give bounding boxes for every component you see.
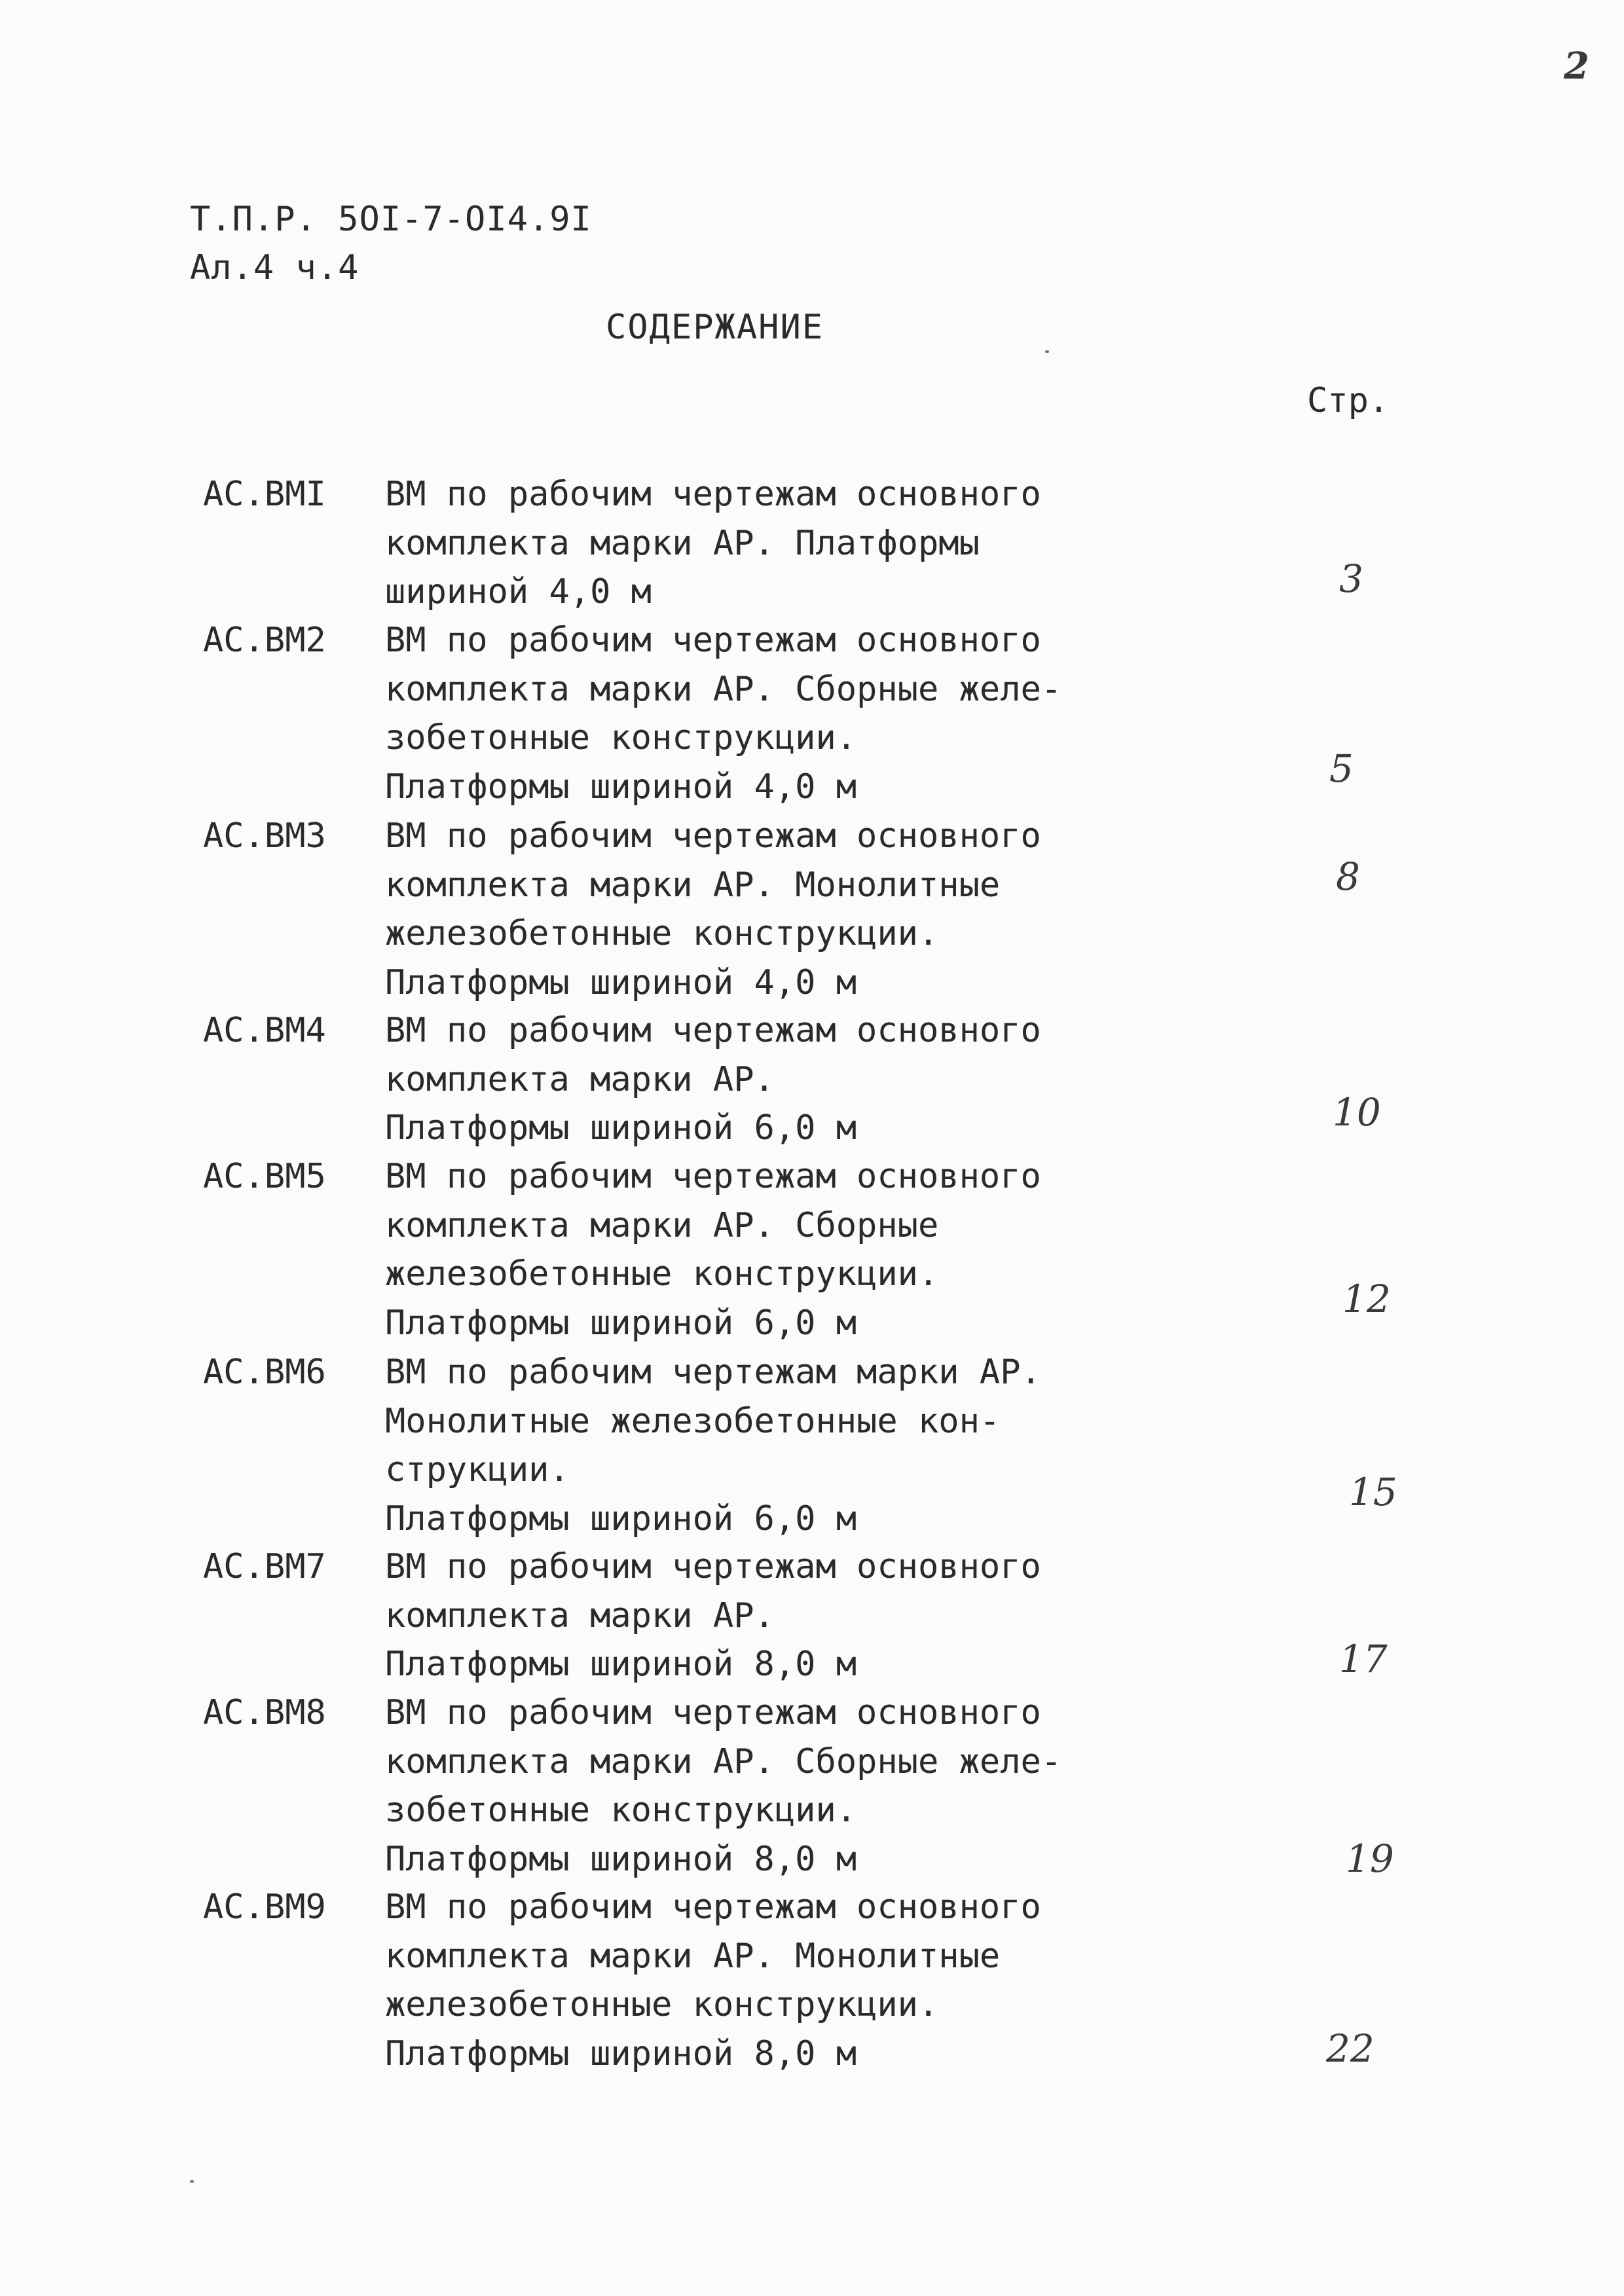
toc-entry-page-number: 10	[1333, 1090, 1381, 1135]
toc-entry-description-line: комплекта марки АР.	[385, 1059, 775, 1099]
toc-entry-description-line: ВМ по рабочим чертежам основного	[385, 621, 1041, 660]
toc-entry-description-line: ВМ по рабочим чертежам основного	[385, 1011, 1041, 1050]
toc-entry-code: АС.ВМ4	[203, 1011, 326, 1050]
toc-entry-code: АС.ВМ3	[203, 816, 326, 856]
toc-entry-description-line: Платформы шириной 4,0 м	[385, 962, 857, 1002]
toc-entry-description-line: ВМ по рабочим чертежам основного	[385, 1547, 1041, 1586]
toc-entry-description-line: зобетонные конструкции.	[385, 1791, 857, 1830]
toc-entry-description-line: Платформы шириной 8,0 м	[385, 1645, 857, 1684]
toc-entry-description-line: комплекта марки АР. Сборные	[385, 1205, 939, 1245]
toc-entry-description-line: Платформы шириной 6,0 м	[385, 1499, 857, 1539]
toc-entry-description-line: ВМ по рабочим чертежам основного	[385, 475, 1041, 514]
toc-entry-description-line: ВМ по рабочим чертежам основного	[385, 1693, 1041, 1732]
toc-entry-code: АС.ВМ2	[203, 621, 326, 660]
toc-entry-description-line: ВМ по рабочим чертежам основного	[385, 1887, 1041, 1927]
toc-entry-page-number: 8	[1336, 854, 1360, 899]
toc-entry-description	[385, 1883, 1118, 2078]
toc-entry-code: АС.ВМ9	[203, 1887, 326, 1927]
toc-entry-description	[385, 616, 1118, 811]
toc-entry-code: АС.ВМ6	[203, 1353, 326, 1392]
toc-entry-description-line: Платформы шириной 4,0 м	[385, 767, 857, 807]
toc-entry-description-line: ВМ по рабочим чертежам основного	[385, 1157, 1041, 1196]
toc-entry-description	[385, 470, 1118, 617]
toc-entry-code: АС.ВМ7	[203, 1547, 326, 1586]
toc-entry-description	[385, 1006, 1118, 1153]
toc-entry-description	[385, 1688, 1118, 1884]
toc-entry-description-line: комплекта марки АР. Монолитные	[385, 865, 1001, 905]
toc-entry-description-line: комплекта марки АР. Монолитные	[385, 1936, 1001, 1976]
toc-entry-description-line: комплекта марки АР. Сборные желе-	[385, 669, 1062, 709]
toc-entry-page-number: 22	[1326, 2026, 1375, 2071]
toc-entry-page-number: 5	[1329, 746, 1354, 791]
toc-entry-page-number: 12	[1342, 1277, 1391, 1321]
toc-entry-page-number: 15	[1349, 1470, 1397, 1514]
page-column-header: Стр.	[1307, 381, 1390, 420]
toc-entry-code: АС.ВМ8	[203, 1693, 326, 1732]
toc-entry-description-line: Платформы шириной 6,0 м	[385, 1303, 857, 1343]
toc-entry-description	[385, 1348, 1118, 1543]
toc-entry-description-line: железобетонные конструкции.	[385, 1254, 939, 1294]
toc-entry-description-line: комплекта марки АР.	[385, 1595, 775, 1635]
toc-entry-page-number: 19	[1346, 1836, 1394, 1881]
page-title: СОДЕРЖАНИЕ	[606, 308, 824, 347]
toc-entry-description-line: Монолитные железобетонные кон-	[385, 1401, 1001, 1441]
toc-entry-description-line: Платформы шириной 8,0 м	[385, 1839, 857, 1879]
toc-entry-code: АС.ВМ5	[203, 1157, 326, 1196]
toc-entry-description-line: железобетонные конструкции.	[385, 914, 939, 953]
document-code-line: Т.П.Р. 5OI-7-OI4.9I	[190, 200, 592, 239]
toc-entry-description-line: зобетонные конструкции.	[385, 718, 857, 757]
toc-entry-page-number: 17	[1339, 1637, 1388, 1681]
document-code-line: Ал.4 ч.4	[190, 248, 360, 287]
toc-entry-description-line: ВМ по рабочим чертежам основного	[385, 816, 1041, 856]
toc-entry-code: АС.ВМI	[203, 475, 326, 514]
toc-entry-description-line: ВМ по рабочим чертежам марки АР.	[385, 1353, 1041, 1392]
toc-entry-description-line: Платформы шириной 6,0 м	[385, 1108, 857, 1148]
toc-entry-description-line: железобетонные конструкции.	[385, 1985, 939, 2024]
toc-entry-description-line: шириной 4,0 м	[385, 572, 652, 611]
toc-entry-description	[385, 812, 1118, 1007]
toc-entry-page-number: 3	[1339, 556, 1363, 601]
toc-entry-description	[385, 1542, 1118, 1689]
toc-entry-description-line: комплекта марки АР. Сборные желе-	[385, 1741, 1062, 1781]
toc-entry-description-line: Платформы шириной 8,0 м	[385, 2033, 857, 2073]
toc-entry-description-line: комплекта марки АР. Платформы	[385, 523, 980, 563]
toc-entry-description-line: струкции.	[385, 1450, 570, 1489]
page-number: 2	[1564, 45, 1589, 88]
toc-entry-description	[385, 1152, 1118, 1347]
